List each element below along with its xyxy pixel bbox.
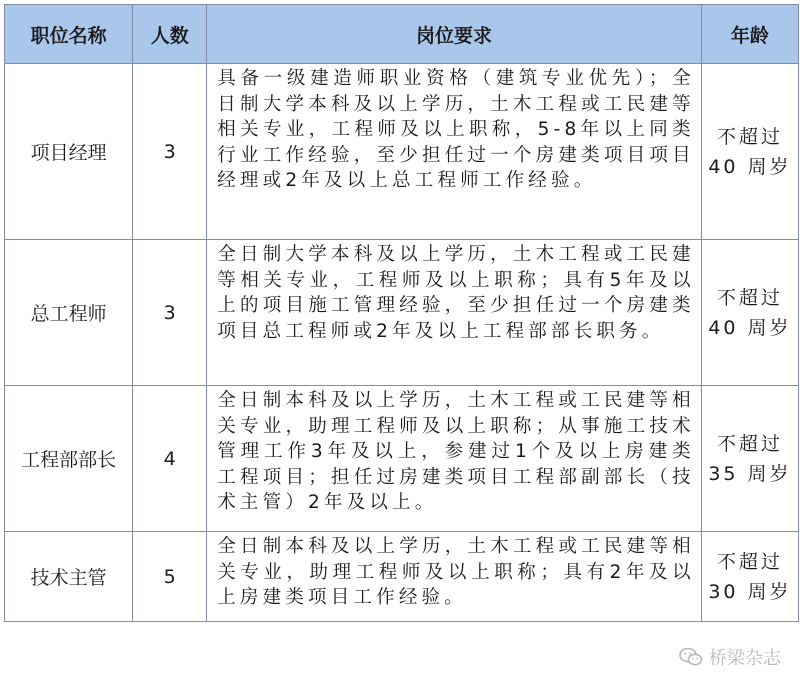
age-cell [701,386,798,532]
age-cell [701,532,798,622]
age-line-1: 不超过 [716,286,783,309]
age-line-1: 不超过 [716,550,783,573]
header-job-title: 职位名称 [5,5,133,64]
table-row [5,386,799,532]
age-line-1: 不超过 [716,125,783,148]
job-title-cell: 工程部部长 [5,386,133,532]
count-cell: 5 [133,532,207,622]
requirement-text: 具备一级建造师职业资格（建筑专业优先）；全日制大学本科及以上学历，土木工程或工民建等相关专业，工程师及以上职称，5-8年以上同类行业工作经验，至少担任过一个房建类项目项目经理或2年及以上总工程师工作经验。 [217,68,695,191]
age-line-2: 40 周岁 [708,155,792,178]
requirement-cell [207,532,702,622]
age-cell [701,240,798,386]
requirement-cell [207,64,702,240]
wechat-icon [679,647,703,667]
header-requirement: 岗位要求 [207,5,702,64]
requirement-text: 全日制大学本科及以上学历，土木工程或工民建等相关专业，工程师及以上职称；具有5年及以上的项目施工管理经验，至少担任过一个房建类项目总工程师或2年及以上工程部部长职务。 [217,244,695,342]
age-line-2: 30 周岁 [708,580,792,603]
table-row [5,240,799,386]
job-requirements-table [4,4,799,622]
age-line-2: 35 周岁 [708,462,792,485]
header-age: 年龄 [701,5,798,64]
count-cell: 4 [133,386,207,532]
requirement-cell [207,240,702,386]
table-row [5,532,799,622]
table-row [5,64,799,240]
count-cell: 3 [133,240,207,386]
age-line-1: 不超过 [716,432,783,455]
job-title-cell: 总工程师 [5,240,133,386]
count-cell: 3 [133,64,207,240]
wechat-watermark [679,644,781,670]
table-header-row [5,5,799,64]
watermark-text: 桥梁杂志 [709,648,781,669]
age-cell [701,64,798,240]
header-count: 人数 [133,5,207,64]
age-line-2: 40 周岁 [708,316,792,339]
job-title-cell: 项目经理 [5,64,133,240]
requirement-text: 全日制本科及以上学历，土木工程或工民建等相关专业，助理工程师及以上职称；从事施工技术管理工作3年及以上，参建过1个及以上房建类工程项目；担任过房建类项目工程部副部长（技术主管）2年及以上。 [217,390,695,513]
requirement-text: 全日制本科及以上学历，土木工程或工民建等相关专业，助理工程师及以上职称；具有2年及以上房建类项目工作经验。 [217,536,695,608]
requirement-cell [207,386,702,532]
job-title-cell: 技术主管 [5,532,133,622]
